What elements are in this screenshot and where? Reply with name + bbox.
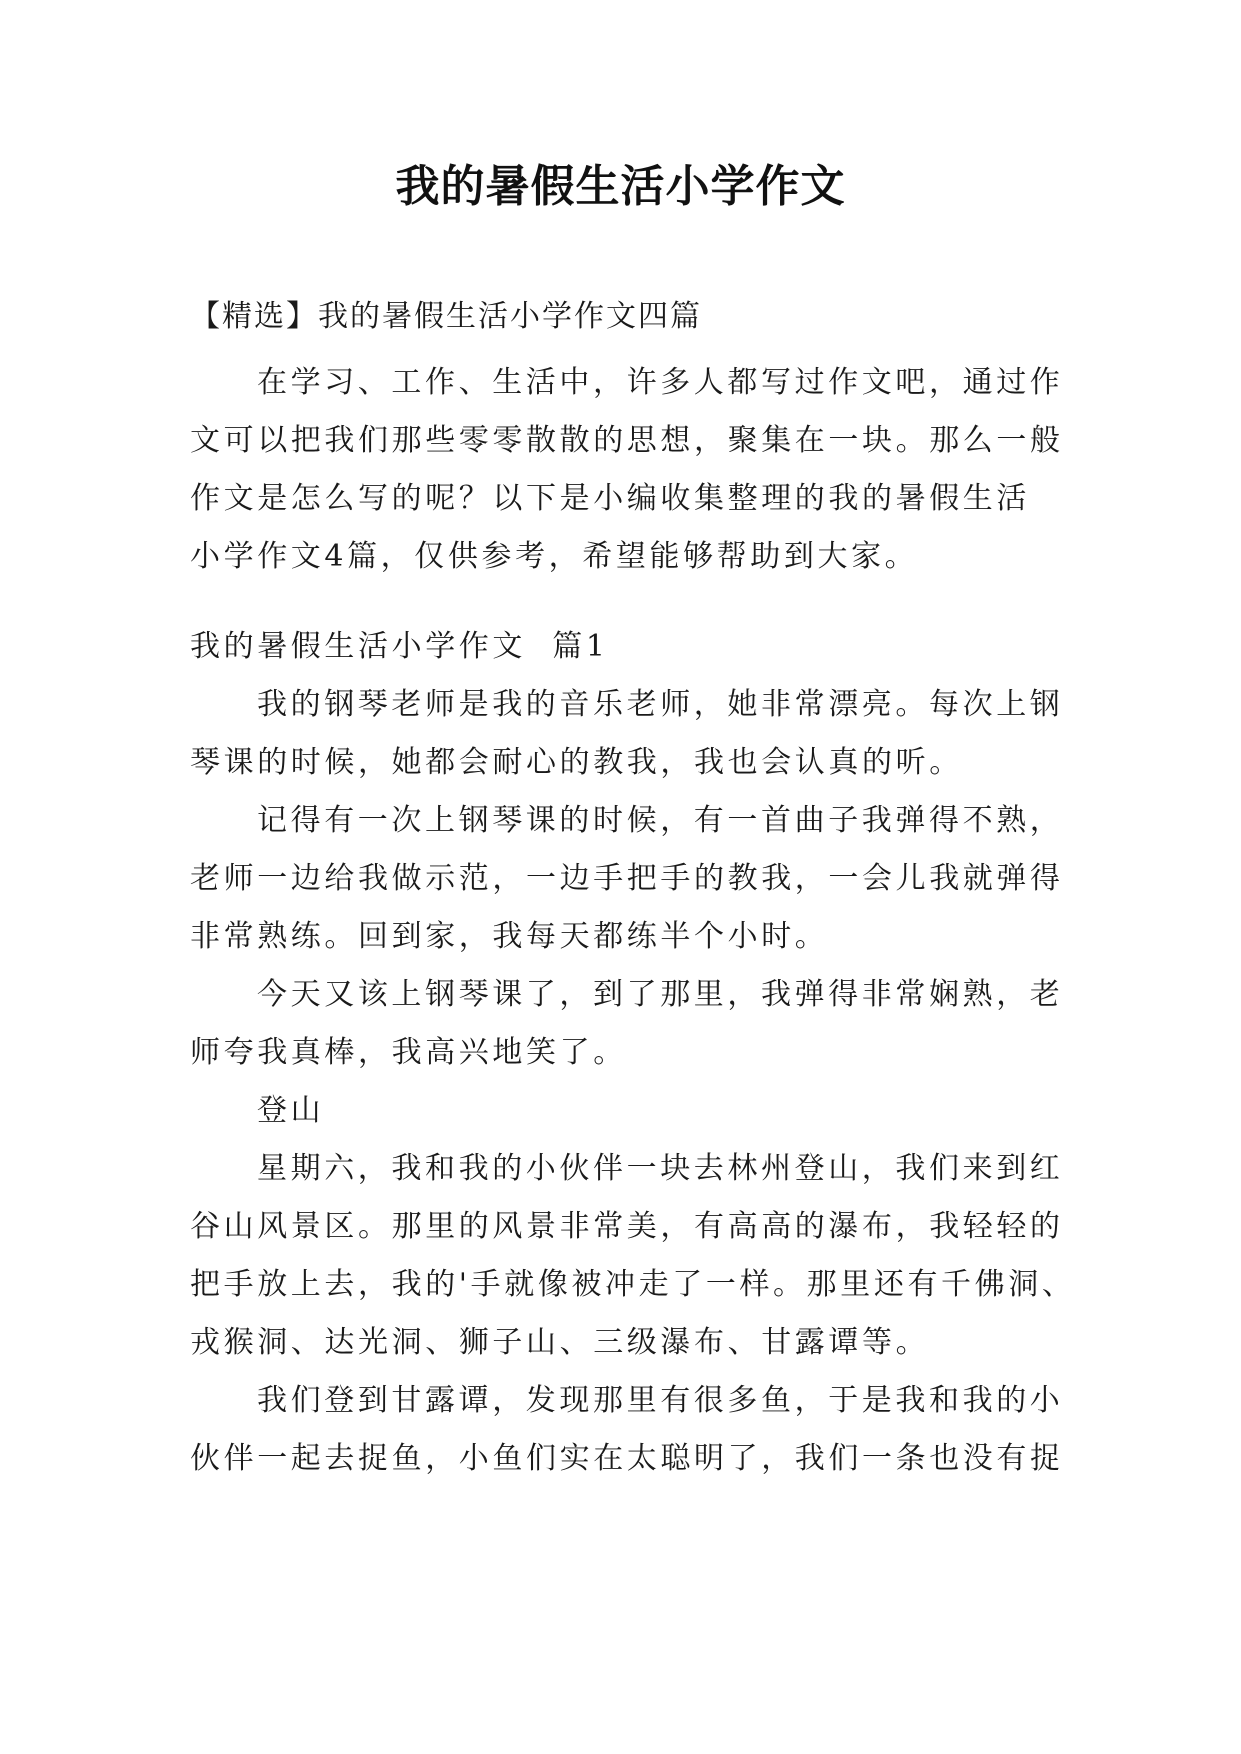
section-heading: 我的暑假生活小学作文 篇1 <box>190 629 609 664</box>
text-line: 琴课的时候，她都会耐心的教我，我也会认真的听。 <box>190 745 963 780</box>
text-line: 我们登到甘露谭，发现那里有很多鱼，于是我和我的小 <box>257 1383 1064 1418</box>
text-line: 星期六，我和我的小伙伴一块去林州登山，我们来到红 <box>257 1151 1064 1186</box>
text-line: 文可以把我们那些零零散散的思想，聚集在一块。那么一般 <box>190 423 1064 458</box>
text-line: 记得有一次上钢琴课的时候，有一首曲子我弹得不熟， <box>257 803 1064 838</box>
document-title: 我的暑假生活小学作文 <box>395 161 846 212</box>
text-line: 老师一边给我做示范，一边手把手的教我，一会儿我就弹得 <box>190 861 1064 896</box>
text-line: 把手放上去，我的'手就像被冲走了一样。那里还有千佛洞、 <box>190 1267 1076 1302</box>
document-subtitle: 【精选】我的暑假生活小学作文四篇 <box>190 299 702 334</box>
text-line: 戎猴洞、达光洞、狮子山、三级瀑布、甘露谭等。 <box>190 1325 930 1360</box>
text-line: 小学作文4篇，仅供参考，希望能够帮助到大家。 <box>190 539 919 574</box>
text-line: 师夸我真棒，我高兴地笑了。 <box>190 1035 627 1070</box>
text-line: 作文是怎么写的呢？以下是小编收集整理的我的暑假生活 <box>190 481 1030 516</box>
essay-section-1 <box>190 618 1076 1488</box>
subheading-climbing: 登山 <box>257 1093 325 1128</box>
text-line: 我的钢琴老师是我的音乐老师，她非常漂亮。每次上钢 <box>257 687 1064 722</box>
text-line: 谷山风景区。那里的风景非常美，有高高的瀑布，我轻轻的 <box>190 1209 1064 1244</box>
text-line: 在学习、工作、生活中，许多人都写过作文吧，通过作 <box>257 365 1064 400</box>
text-line: 非常熟练。回到家，我每天都练半个小时。 <box>190 919 829 954</box>
intro-paragraph <box>190 354 1070 586</box>
text-line: 伙伴一起去捉鱼，小鱼们实在太聪明了，我们一条也没有捉 <box>190 1441 1064 1476</box>
text-line: 今天又该上钢琴课了，到了那里，我弹得非常娴熟，老 <box>257 977 1064 1012</box>
